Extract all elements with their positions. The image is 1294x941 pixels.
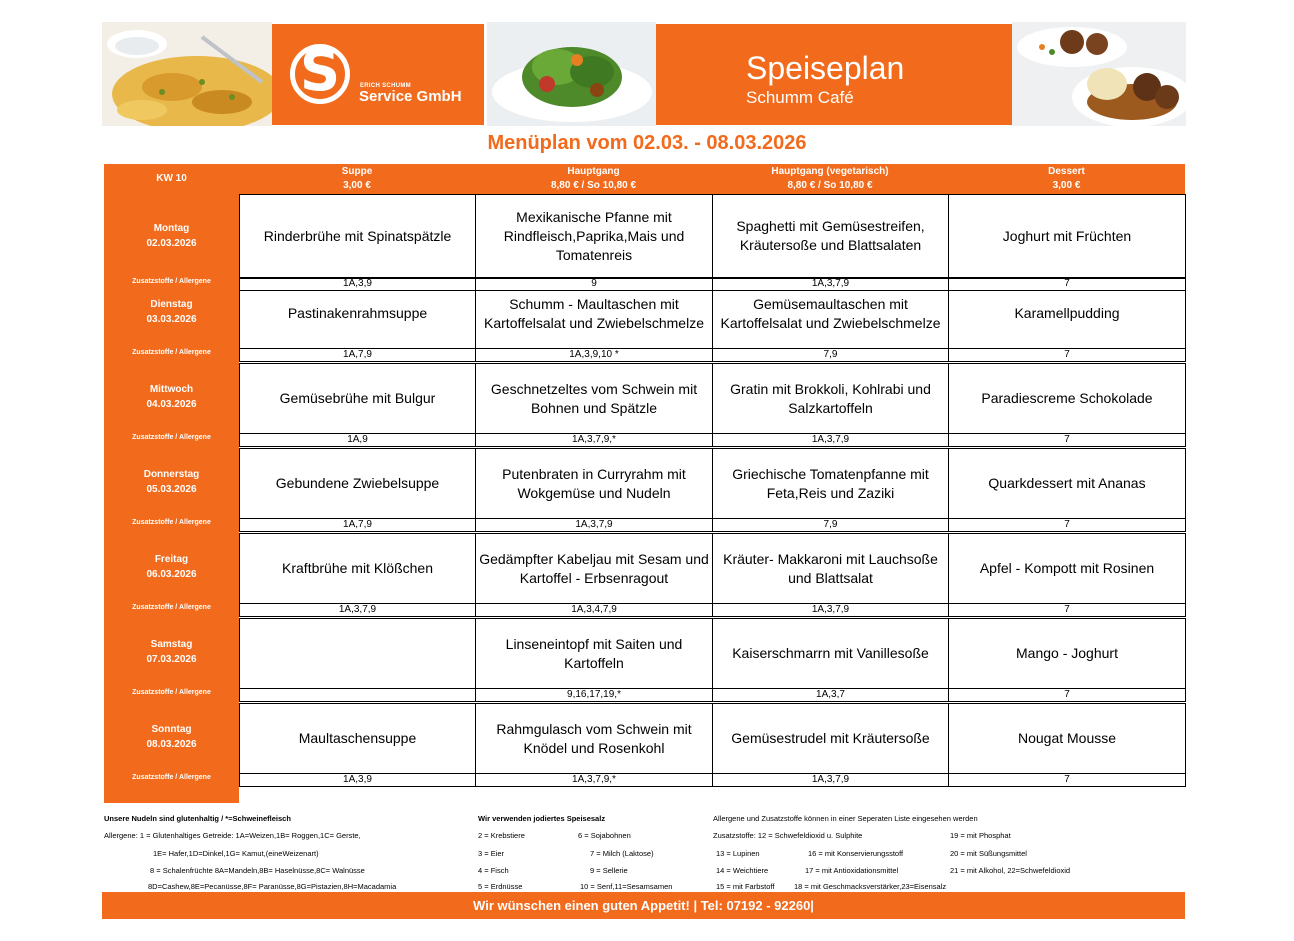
day-label-montag: Montag 02.03.2026 xyxy=(146,223,197,249)
allergen-hauptgang: 1A,3,7,9,* xyxy=(475,773,713,787)
footer-zusatz-14: 14 = Weichtiere xyxy=(716,866,769,875)
dish-suppe: Gemüsebrühe mit Bulgur xyxy=(239,363,476,434)
dish-hauptgang: Linseneintopf mit Saiten und Kartoffeln xyxy=(475,618,713,689)
dish-suppe xyxy=(239,618,476,689)
day-label-sonntag: Sonntag 08.03.2026 xyxy=(146,724,197,750)
dish-hauptgang: Schumm - Maultaschen mit Kartoffelsalat und Zwiebelschmelze xyxy=(475,278,713,349)
footer-zusatz-18: 18 = mit Geschmacksverstärker,23=Eisensalz xyxy=(794,882,947,891)
title-block xyxy=(656,24,1012,125)
page-title: Speiseplan xyxy=(746,50,905,86)
zusatz-label: Zusatzstoffe / Allergene xyxy=(132,349,211,356)
allergen-dessert: 7 xyxy=(948,277,1186,291)
footer-zusatz-21: 21 = mit Alkohol, 22=Schwefeldioxid xyxy=(950,866,1071,875)
dish-hauptgang: Putenbraten in Curryrahm mit Wokgemüse und Nudeln xyxy=(475,448,713,519)
allergen-vegetarisch: 1A,3,7 xyxy=(712,688,949,702)
dish-vegetarisch: Gratin mit Brokkoli, Kohlrabi und Salzkartoffeln xyxy=(712,363,949,434)
footer-allergene-line-4: 8D=Cashew,8E=Pecanüsse,8F= Paranüsse,8G=Pistazien,8H=Macadamia xyxy=(148,882,397,891)
allergen-suppe: 1A,7,9 xyxy=(239,518,476,532)
dish-vegetarisch: Gemüsestrudel mit Kräutersoße xyxy=(712,703,949,774)
allergen-hauptgang: 1A,3,9,10 * xyxy=(475,348,713,362)
allergen-hauptgang: 9 xyxy=(475,277,713,291)
zusatz-label: Zusatzstoffe / Allergene xyxy=(132,774,211,781)
allergen-dessert: 7 xyxy=(948,773,1186,787)
dish-hauptgang: Mexikanische Pfanne mit Rindfleisch,Paprika,Mais und Tomatenreis xyxy=(475,194,713,278)
allergen-vegetarisch: 1A,3,7,9 xyxy=(712,277,949,291)
photo-meatballs-plate xyxy=(1012,22,1186,126)
allergen-hauptgang: 1A,3,4,7,9 xyxy=(475,603,713,617)
allergen-suppe: 1A,3,7,9 xyxy=(239,603,476,617)
dish-vegetarisch: Kräuter- Makkaroni mit Lauchsoße und Blattsalat xyxy=(712,533,949,604)
logo-company-name: Service GmbH xyxy=(359,88,462,105)
footer-zusatz-15: 15 = mit Farbstoff xyxy=(716,882,775,891)
allergen-vegetarisch: 1A,3,7,9 xyxy=(712,433,949,447)
zusatz-label: Zusatzstoffe / Allergene xyxy=(132,519,211,526)
footer-separate-list-note: Allergene und Zusatzstoffe können in einer Seperaten Liste eingesehen werden xyxy=(713,814,978,823)
footer-allergene-line-2: 1E= Hafer,1D=Dinkel,1G= Kamut,(eineWeizenart) xyxy=(153,849,319,858)
dish-hauptgang: Gedämpfter Kabeljau mit Sesam und Kartoffel - Erbsenragout xyxy=(475,533,713,604)
footer-allergen-3: 3 = Eier xyxy=(478,849,505,858)
allergen-suppe: 1A,9 xyxy=(239,433,476,447)
footer-zusatz-19: 19 = mit Phosphat xyxy=(950,831,1011,840)
dish-vegetarisch: Spaghetti mit Gemüsestreifen, Kräutersoße und Blattsalaten xyxy=(712,194,949,278)
footer-allergen-10: 10 = Senf,11=Sesamsamen xyxy=(580,882,673,891)
footer-allergene-line-3: 8 = Schalenfrüchte 8A=Mandeln,8B= Haselnüsse,8C= Walnüsse xyxy=(150,866,365,875)
footer-zusatz-20: 20 = mit Süßungsmittel xyxy=(950,849,1027,858)
zusatz-label: Zusatzstoffe / Allergene xyxy=(132,434,211,441)
footer-allergen-7: 7 = Milch (Laktose) xyxy=(590,849,654,858)
dish-vegetarisch: Gemüsemaultaschen mit Kartoffelsalat und Zwiebelschmelze xyxy=(712,278,949,349)
footer-allergen-2: 2 = Krebstiere xyxy=(478,831,525,840)
column-header-dessert: Dessert 3,00 € xyxy=(948,164,1185,195)
footer-zusatz-16: 16 = mit Konservierungsstoff xyxy=(808,849,904,858)
footer-allergen-4: 4 = Fisch xyxy=(478,866,509,875)
allergen-dessert: 7 xyxy=(948,433,1186,447)
dish-dessert: Nougat Mousse xyxy=(948,703,1186,774)
dish-dessert: Mango - Joghurt xyxy=(948,618,1186,689)
dish-dessert: Quarkdessert mit Ananas xyxy=(948,448,1186,519)
dish-suppe: Rinderbrühe mit Spinatspätzle xyxy=(239,194,476,278)
allergen-vegetarisch: 7,9 xyxy=(712,348,949,362)
footer-zusatz-13: 13 = Lupinen xyxy=(716,849,760,858)
allergen-hauptgang: 9,16,17,19,* xyxy=(475,688,713,702)
kw-header: KW 10 xyxy=(104,164,239,194)
column-header-hauptgang-vegetarisch: Hauptgang (vegetarisch) 8,80 € / So 10,80 € xyxy=(712,164,948,195)
allergen-dessert: 7 xyxy=(948,603,1186,617)
allergen-suppe: 1A,7,9 xyxy=(239,348,476,362)
dish-dessert: Karamellpudding xyxy=(948,278,1186,349)
allergen-hauptgang: 1A,3,7,9,* xyxy=(475,433,713,447)
allergen-suppe xyxy=(239,688,476,702)
dish-dessert: Apfel - Kompott mit Rosinen xyxy=(948,533,1186,604)
allergen-suppe: 1A,3,9 xyxy=(239,277,476,291)
company-logo-block: S ERICH SCHUMM Service GmbH xyxy=(272,24,484,125)
logo-small-text: ERICH SCHUMM xyxy=(360,83,411,89)
allergen-dessert: 7 xyxy=(948,518,1186,532)
footer-allergen-9: 9 = Sellerie xyxy=(590,866,628,875)
allergen-dessert: 7 xyxy=(948,688,1186,702)
day-label-freitag: Freitag 06.03.2026 xyxy=(146,554,197,580)
dish-dessert: Paradiescreme Schokolade xyxy=(948,363,1186,434)
dish-suppe: Maultaschensuppe xyxy=(239,703,476,774)
zusatz-label: Zusatzstoffe / Allergene xyxy=(132,604,211,611)
dish-suppe: Pastinakenrahmsuppe xyxy=(239,278,476,349)
allergen-dessert: 7 xyxy=(948,348,1186,362)
day-label-dienstag: Dienstag 03.03.2026 xyxy=(146,299,197,325)
allergen-hauptgang: 1A,3,7,9 xyxy=(475,518,713,532)
dish-dessert: Joghurt mit Früchten xyxy=(948,194,1186,278)
footer-allergen-6: 6 = Sojabohnen xyxy=(578,831,631,840)
footer-zusatz-12: Zusatzstoffe: 12 = Schwefeldioxid u. Sulphite xyxy=(713,831,863,840)
dish-hauptgang: Geschnetzeltes vom Schwein mit Bohnen und Spätzle xyxy=(475,363,713,434)
photo-pasta-dish xyxy=(102,22,272,126)
day-label-donnerstag: Donnerstag 05.03.2026 xyxy=(143,469,200,495)
allergen-vegetarisch: 7,9 xyxy=(712,518,949,532)
day-label-mittwoch: Mittwoch 04.03.2026 xyxy=(146,384,197,410)
allergen-vegetarisch: 1A,3,7,9 xyxy=(712,773,949,787)
column-header-hauptgang: Hauptgang 8,80 € / So 10,80 € xyxy=(475,164,712,195)
dish-vegetarisch: Kaiserschmarrn mit Vanillesoße xyxy=(712,618,949,689)
allergen-suppe: 1A,3,9 xyxy=(239,773,476,787)
footer-nudeln-note: Unsere Nudeln sind glutenhaltig / *=Schweinefleisch xyxy=(104,814,291,823)
zusatz-label: Zusatzstoffe / Allergene xyxy=(132,689,211,696)
dish-suppe: Gebundene Zwiebelsuppe xyxy=(239,448,476,519)
dish-vegetarisch: Griechische Tomatenpfanne mit Feta,Reis und Zaziki xyxy=(712,448,949,519)
day-label-samstag: Samstag 07.03.2026 xyxy=(146,639,197,665)
footer-zusatz-17: 17 = mit Antioxidationsmittel xyxy=(805,866,899,875)
footer-jodsalz-note: Wir verwenden jodiertes Speisesalz xyxy=(478,814,606,823)
allergen-vegetarisch: 1A,3,7,9 xyxy=(712,603,949,617)
dish-suppe: Kraftbrühe mit Klößchen xyxy=(239,533,476,604)
menuplan-title: Menüplan vom 02.03. - 08.03.2026 xyxy=(487,132,807,154)
dish-hauptgang: Rahmgulasch vom Schwein mit Knödel und Rosenkohl xyxy=(475,703,713,774)
footer-allergen-5: 5 = Erdnüsse xyxy=(478,882,523,891)
footer-allergene-line-1: Allergene: 1 = Glutenhaltiges Getreide: 1A=Weizen,1B= Roggen,1C= Gerste, xyxy=(104,831,361,840)
column-header-suppe: Suppe 3,00 € xyxy=(239,164,475,195)
page-subtitle: Schumm Café xyxy=(746,88,854,107)
day-column xyxy=(104,194,239,803)
zusatz-label: Zusatzstoffe / Allergene xyxy=(132,278,211,285)
footer-bar: Wir wünschen einen guten Appetit! | Tel: 07192 - 92260| xyxy=(102,892,1185,919)
photo-salad xyxy=(487,22,656,126)
